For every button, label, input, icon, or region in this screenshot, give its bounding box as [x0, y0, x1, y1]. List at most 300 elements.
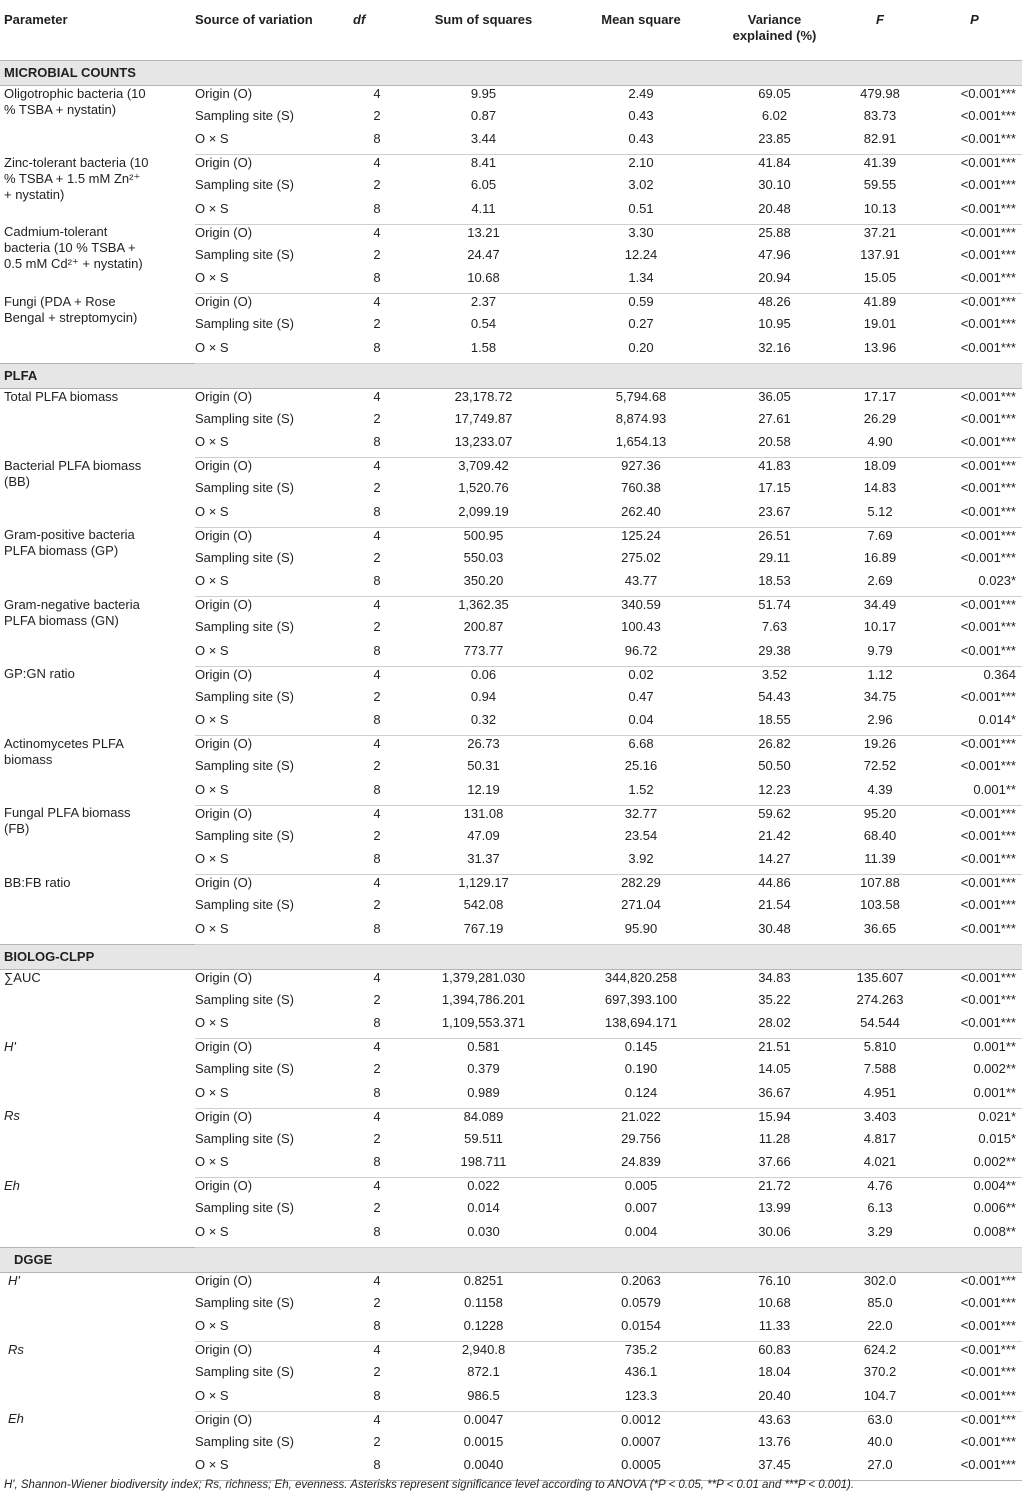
source-cell: O × S — [195, 643, 353, 667]
df-cell: 8 — [353, 921, 401, 945]
df-cell: 2 — [373, 827, 381, 843]
mean-square-cell: 23.54 — [624, 827, 658, 843]
source-cell: Sampling site (S) — [195, 1433, 294, 1449]
parameter-cell — [0, 1411, 195, 1481]
df-cell: 4 — [373, 527, 381, 543]
parameter-cell — [0, 1342, 195, 1412]
variance-cell: 15.94 — [758, 1108, 791, 1124]
variance-cell: 76.10 — [758, 1272, 791, 1288]
mean-square-cell: 21.022 — [621, 1108, 661, 1124]
mean-square-cell: 436.1 — [624, 1364, 658, 1379]
mean-square-cell: 0.0579 — [621, 1294, 661, 1310]
p-cell: <0.001*** — [960, 224, 1016, 240]
source-cell: O × S — [195, 1224, 353, 1248]
section-title: DGGE — [14, 1252, 53, 1267]
sum-squares-cell: 0.06 — [470, 666, 497, 682]
sum-squares-cell: 1,362.35 — [458, 597, 509, 612]
sum-squares-cell: 2,099.19 — [401, 504, 566, 528]
sum-squares-cell: 1,379,281.030 — [441, 969, 526, 985]
mean-square-cell: 29.756 — [621, 1130, 661, 1146]
source-cell: Origin (O) — [195, 155, 253, 170]
table-row — [0, 1039, 1022, 1062]
df-cell: 8 — [353, 270, 401, 294]
table-row — [0, 224, 1022, 247]
parameter-line: Bengal + streptomycin) — [4, 309, 138, 325]
parameter-cell — [0, 1108, 195, 1178]
source-cell: Sampling site (S) — [195, 758, 294, 773]
section-header — [0, 944, 1022, 969]
p-cell: 0.002** — [973, 1061, 1016, 1076]
p-cell: <0.001*** — [960, 316, 1016, 331]
variance-cell: 18.53 — [716, 573, 833, 597]
variance-cell: 47.96 — [758, 246, 791, 262]
f-cell: 135.607 — [856, 969, 904, 985]
variance-cell: 20.48 — [716, 201, 833, 225]
f-cell: 41.39 — [863, 155, 897, 170]
parameter-line: Gram-positive bacteria — [4, 527, 135, 542]
variance-cell: 21.51 — [758, 1039, 791, 1054]
f-cell: 59.55 — [863, 177, 897, 192]
source-cell: O × S — [195, 201, 353, 225]
source-cell: Origin (O) — [195, 805, 253, 821]
sum-squares-cell: 31.37 — [401, 851, 566, 875]
df-cell: 8 — [353, 643, 401, 667]
source-cell: O × S — [195, 434, 353, 458]
p-cell: <0.001*** — [927, 1457, 1022, 1481]
mean-square-cell: 100.43 — [621, 619, 661, 634]
source-cell: Sampling site (S) — [195, 107, 294, 123]
sum-squares-cell: 0.1158 — [464, 1294, 503, 1310]
variance-cell: 69.05 — [758, 85, 791, 101]
mean-square-cell: 0.007 — [624, 1200, 658, 1215]
f-cell: 34.75 — [863, 688, 897, 704]
p-cell: <0.001*** — [960, 1342, 1016, 1357]
mean-square-cell: 0.43 — [566, 131, 716, 155]
table-row — [0, 969, 1022, 992]
mean-square-cell: 0.59 — [628, 294, 654, 309]
sum-squares-cell: 0.87 — [470, 107, 497, 123]
mean-square-cell: 25.16 — [624, 758, 658, 773]
variance-cell: 26.82 — [758, 736, 791, 751]
variance-cell: 28.02 — [716, 1015, 833, 1039]
variance-cell: 54.43 — [758, 688, 791, 704]
p-cell: 0.004** — [973, 1178, 1016, 1193]
f-cell: 95.20 — [863, 805, 897, 821]
sum-squares-cell: 59.511 — [464, 1130, 503, 1146]
parameter-line: ∑AUC — [4, 969, 41, 985]
header-f: F — [833, 0, 927, 60]
mean-square-cell: 927.36 — [621, 458, 661, 473]
variance-cell: 36.67 — [716, 1085, 833, 1109]
source-cell: Origin (O) — [195, 1411, 253, 1427]
table-row — [0, 527, 1022, 550]
df-cell: 4 — [373, 805, 381, 821]
f-cell: 2.96 — [833, 712, 927, 736]
mean-square-cell: 262.40 — [566, 504, 716, 528]
variance-cell: 37.66 — [716, 1154, 833, 1178]
mean-square-cell: 3.02 — [628, 177, 654, 192]
df-cell: 4 — [373, 294, 381, 309]
f-cell: 72.52 — [863, 758, 897, 773]
variance-cell: 7.63 — [761, 619, 788, 634]
variance-cell: 14.27 — [716, 851, 833, 875]
mean-square-cell: 0.005 — [624, 1178, 658, 1193]
df-cell: 8 — [353, 504, 401, 528]
mean-square-cell: 275.02 — [621, 549, 661, 565]
p-cell: 0.008** — [927, 1224, 1022, 1248]
mean-square-cell: 0.27 — [628, 316, 654, 331]
table-row — [0, 388, 1022, 411]
mean-square-cell: 125.24 — [621, 527, 661, 543]
variance-cell: 51.74 — [758, 597, 791, 612]
parameter-line: (BB) — [4, 473, 30, 489]
parameter-line: Gram-negative bacteria — [4, 596, 140, 612]
sum-squares-cell: 3,709.42 — [458, 458, 509, 473]
source-cell: O × S — [195, 340, 353, 364]
df-cell: 4 — [373, 85, 381, 101]
sum-squares-cell: 131.08 — [463, 805, 504, 821]
p-cell: <0.001*** — [960, 85, 1016, 101]
source-cell: Origin (O) — [195, 527, 253, 543]
variance-cell: 60.83 — [758, 1342, 791, 1357]
sum-squares-cell: 0.1228 — [401, 1318, 566, 1342]
p-cell: <0.001*** — [960, 736, 1016, 751]
df-cell: 2 — [373, 1061, 381, 1076]
table-row — [0, 597, 1022, 620]
sum-squares-cell: 200.87 — [463, 619, 504, 634]
sum-squares-cell: 0.0015 — [463, 1433, 504, 1449]
df-cell: 2 — [373, 177, 381, 192]
table-row — [0, 1108, 1022, 1131]
variance-cell: 25.88 — [758, 224, 791, 240]
sum-squares-cell: 0.022 — [467, 1178, 500, 1193]
variance-cell: 30.10 — [758, 177, 791, 192]
mean-square-cell: 344,820.258 — [604, 969, 678, 985]
variance-cell: 44.86 — [758, 875, 791, 890]
sum-squares-cell: 0.014 — [467, 1200, 500, 1215]
p-cell: <0.001*** — [960, 458, 1016, 473]
variance-cell: 41.84 — [758, 155, 791, 170]
parameter-cell — [0, 155, 195, 225]
mean-square-cell: 0.43 — [628, 107, 654, 123]
parameter-cell — [0, 969, 195, 1039]
f-cell: 41.89 — [863, 294, 897, 309]
mean-square-cell: 123.3 — [566, 1388, 716, 1412]
df-cell: 2 — [373, 991, 381, 1007]
f-cell: 13.96 — [833, 340, 927, 364]
mean-square-cell: 0.04 — [566, 712, 716, 736]
df-cell: 4 — [373, 458, 381, 473]
variance-cell: 6.02 — [761, 107, 788, 123]
p-cell: <0.001*** — [960, 155, 1016, 170]
sum-squares-cell: 24.47 — [467, 246, 500, 262]
p-cell: <0.001*** — [960, 1294, 1016, 1310]
source-cell: Sampling site (S) — [195, 1364, 294, 1379]
variance-cell: 30.48 — [716, 921, 833, 945]
sum-squares-cell: 500.95 — [463, 527, 504, 543]
p-cell: <0.001*** — [927, 201, 1022, 225]
p-cell: <0.001*** — [927, 434, 1022, 458]
p-cell: <0.001*** — [927, 270, 1022, 294]
source-cell: Origin (O) — [195, 875, 253, 890]
table-row — [0, 666, 1022, 689]
sum-squares-cell: 8.41 — [470, 155, 497, 170]
p-cell: <0.001*** — [927, 921, 1022, 945]
df-cell: 4 — [373, 1411, 381, 1427]
df-cell: 8 — [353, 1015, 401, 1039]
sum-squares-cell: 767.19 — [401, 921, 566, 945]
variance-cell: 10.95 — [758, 316, 791, 331]
source-cell: O × S — [195, 782, 353, 806]
parameter-line: Rs — [8, 1341, 24, 1357]
f-cell: 14.83 — [863, 480, 897, 495]
variance-cell: 23.85 — [716, 131, 833, 155]
mean-square-cell: 697,393.100 — [604, 991, 678, 1007]
header-sum-squares: Sum of squares — [401, 0, 566, 60]
parameter-line: Eh — [8, 1411, 24, 1426]
f-cell: 16.89 — [863, 549, 897, 565]
sum-squares-cell: 17,749.87 — [454, 410, 513, 426]
mean-square-cell: 0.0005 — [566, 1457, 716, 1481]
variance-cell: 23.67 — [716, 504, 833, 528]
df-cell: 8 — [353, 782, 401, 806]
f-cell: 19.26 — [863, 736, 897, 751]
source-cell: Origin (O) — [195, 294, 253, 309]
source-cell: O × S — [195, 1457, 353, 1481]
mean-square-cell: 32.77 — [624, 805, 658, 821]
p-cell: 0.006** — [973, 1200, 1016, 1215]
sum-squares-cell: 6.05 — [470, 177, 497, 192]
source-cell: Sampling site (S) — [195, 827, 294, 843]
sum-squares-cell: 1.58 — [401, 340, 566, 364]
source-cell: Origin (O) — [195, 736, 253, 751]
f-cell: 1.12 — [867, 666, 893, 682]
p-cell: <0.001*** — [960, 827, 1016, 843]
parameter-line: PLFA biomass (GP) — [4, 543, 119, 558]
df-cell: 4 — [373, 969, 381, 985]
table-row — [0, 458, 1022, 481]
p-cell: <0.001*** — [960, 246, 1016, 262]
variance-cell: 36.05 — [758, 388, 791, 404]
f-cell: 302.0 — [863, 1272, 897, 1288]
f-cell: 274.263 — [856, 991, 904, 1007]
source-cell: Sampling site (S) — [195, 897, 294, 912]
source-cell: Origin (O) — [195, 1108, 253, 1124]
p-cell: <0.001*** — [960, 294, 1016, 309]
variance-cell: 17.15 — [758, 480, 791, 495]
parameter-line: Fungi (PDA + Rose — [4, 293, 116, 309]
f-cell: 103.58 — [860, 897, 900, 912]
sum-squares-cell: 47.09 — [467, 827, 500, 843]
f-cell: 68.40 — [863, 827, 897, 843]
parameter-line: Cadmium-tolerant — [4, 224, 108, 239]
f-cell: 85.0 — [867, 1294, 893, 1310]
variance-cell: 41.83 — [758, 458, 791, 473]
f-cell: 5.12 — [833, 504, 927, 528]
df-cell: 2 — [373, 410, 381, 426]
variance-cell: 27.61 — [758, 410, 791, 426]
f-cell: 624.2 — [863, 1342, 897, 1357]
header-variance: Variance explained (%) — [716, 0, 833, 60]
mean-square-cell: 0.47 — [628, 688, 654, 704]
sum-squares-cell: 773.77 — [401, 643, 566, 667]
variance-cell: 21.54 — [758, 897, 791, 912]
p-cell: <0.001*** — [960, 619, 1016, 634]
f-cell: 7.588 — [863, 1061, 897, 1076]
df-cell: 4 — [373, 736, 381, 751]
sum-squares-cell: 1,129.17 — [458, 875, 509, 890]
variance-cell: 26.51 — [758, 527, 791, 543]
parameter-cell — [0, 805, 195, 875]
sum-squares-cell: 10.68 — [401, 270, 566, 294]
f-cell: 4.951 — [833, 1085, 927, 1109]
source-cell: O × S — [195, 573, 353, 597]
section-header — [0, 60, 1022, 85]
df-cell: 4 — [373, 155, 381, 170]
p-cell: 0.021* — [978, 1108, 1016, 1124]
p-cell: <0.001*** — [960, 805, 1016, 821]
sum-squares-cell: 0.0040 — [401, 1457, 566, 1481]
p-cell: <0.001*** — [927, 1388, 1022, 1412]
variance-cell: 29.11 — [758, 549, 791, 565]
source-cell: Origin (O) — [195, 458, 253, 473]
f-cell: 18.09 — [863, 458, 897, 473]
parameter-cell — [0, 1178, 195, 1248]
header-parameter: Parameter — [0, 0, 195, 60]
p-cell: <0.001*** — [927, 504, 1022, 528]
f-cell: 137.91 — [860, 246, 900, 262]
variance-cell: 29.38 — [716, 643, 833, 667]
variance-cell: 48.26 — [758, 294, 791, 309]
df-cell: 2 — [373, 1294, 381, 1310]
df-cell: 4 — [373, 666, 381, 682]
section-title: MICROBIAL COUNTS — [4, 65, 136, 80]
df-cell: 8 — [353, 434, 401, 458]
p-cell: <0.001*** — [927, 1015, 1022, 1039]
sum-squares-cell: 0.0047 — [463, 1411, 504, 1427]
parameter-line: H' — [8, 1272, 20, 1288]
sum-squares-cell: 550.03 — [463, 549, 504, 565]
source-cell: Origin (O) — [195, 969, 253, 985]
source-cell: O × S — [195, 712, 353, 736]
variance-cell: 43.63 — [758, 1411, 791, 1427]
df-cell: 8 — [353, 712, 401, 736]
df-cell: 4 — [373, 597, 381, 612]
p-cell: <0.001*** — [927, 851, 1022, 875]
parameter-cell — [0, 388, 195, 458]
variance-cell: 37.45 — [716, 1457, 833, 1481]
p-cell: 0.001** — [927, 782, 1022, 806]
f-cell: 6.13 — [867, 1200, 893, 1215]
mean-square-cell: 5,794.68 — [615, 388, 667, 404]
p-cell: <0.001*** — [960, 410, 1016, 426]
parameter-line: % TSBA + nystatin) — [4, 101, 117, 117]
source-cell: Sampling site (S) — [195, 1061, 294, 1076]
p-cell: <0.001*** — [960, 388, 1016, 404]
p-cell: <0.001*** — [960, 1433, 1016, 1449]
sum-squares-cell: 2.37 — [470, 294, 497, 309]
df-cell: 8 — [353, 1388, 401, 1412]
mean-square-cell: 138,694.171 — [566, 1015, 716, 1039]
sum-squares-cell: 50.31 — [467, 758, 500, 773]
mean-square-cell: 271.04 — [621, 897, 661, 912]
source-cell: Origin (O) — [195, 597, 253, 612]
p-cell: <0.001*** — [960, 1272, 1016, 1288]
variance-cell: 20.40 — [716, 1388, 833, 1412]
f-cell: 34.49 — [863, 597, 897, 612]
p-cell: <0.001*** — [927, 340, 1022, 364]
mean-square-cell: 3.92 — [566, 851, 716, 875]
f-cell: 479.98 — [860, 85, 900, 101]
source-cell: Origin (O) — [195, 666, 253, 682]
parameter-line: GP:GN ratio — [4, 666, 75, 681]
variance-cell: 11.28 — [758, 1130, 791, 1146]
p-cell: 0.002** — [927, 1154, 1022, 1178]
f-cell: 4.76 — [867, 1178, 893, 1193]
sum-squares-cell: 0.8251 — [463, 1272, 504, 1288]
mean-square-cell: 0.145 — [624, 1039, 658, 1054]
p-cell: <0.001*** — [927, 643, 1022, 667]
parameter-line: Total PLFA biomass — [4, 388, 119, 404]
sum-squares-cell: 3.44 — [401, 131, 566, 155]
p-cell: <0.001*** — [960, 480, 1016, 495]
mean-square-cell: 0.02 — [628, 666, 654, 682]
p-cell: 0.364 — [983, 666, 1016, 682]
p-cell: <0.001*** — [960, 177, 1016, 192]
f-cell: 4.021 — [833, 1154, 927, 1178]
mean-square-cell: 6.68 — [628, 736, 654, 751]
df-cell: 8 — [353, 1154, 401, 1178]
p-cell: <0.001*** — [960, 597, 1016, 612]
p-cell: <0.001*** — [960, 107, 1016, 123]
variance-cell: 50.50 — [758, 758, 791, 773]
sum-squares-cell: 2,940.8 — [461, 1342, 506, 1357]
variance-cell: 30.06 — [716, 1224, 833, 1248]
source-cell: O × S — [195, 1154, 353, 1178]
mean-square-cell: 0.0012 — [621, 1411, 661, 1427]
df-cell: 2 — [373, 688, 381, 704]
source-cell: Sampling site (S) — [195, 619, 294, 634]
source-cell: O × S — [195, 1318, 353, 1342]
df-cell: 8 — [353, 1085, 401, 1109]
source-cell: Sampling site (S) — [195, 688, 294, 704]
df-cell: 2 — [373, 758, 381, 773]
variance-cell: 59.62 — [758, 805, 791, 821]
parameter-line: BB:FB ratio — [4, 874, 71, 890]
variance-cell: 18.04 — [758, 1364, 791, 1379]
sum-squares-cell: 0.94 — [470, 688, 497, 704]
source-cell: Origin (O) — [195, 1342, 253, 1357]
df-cell: 2 — [373, 1200, 381, 1215]
f-cell: 82.91 — [833, 131, 927, 155]
variance-cell: 18.55 — [716, 712, 833, 736]
df-cell: 4 — [373, 1039, 381, 1054]
p-cell: <0.001*** — [960, 758, 1016, 773]
mean-square-cell: 1.52 — [566, 782, 716, 806]
parameter-line: % TSBA + 1.5 mM Zn²⁺ — [4, 170, 141, 186]
parameter-cell — [0, 527, 195, 597]
p-cell: 0.015* — [978, 1130, 1016, 1146]
sum-squares-cell: 1,109,553.371 — [401, 1015, 566, 1039]
parameter-line: Actinomycetes PLFA — [4, 735, 124, 751]
sum-squares-cell: 350.20 — [401, 573, 566, 597]
table-row — [0, 155, 1022, 178]
source-cell: Sampling site (S) — [195, 177, 294, 192]
source-cell: Sampling site (S) — [195, 1200, 294, 1215]
variance-cell: 13.76 — [758, 1433, 791, 1449]
variance-cell: 21.42 — [758, 827, 791, 843]
variance-cell: 13.99 — [758, 1200, 791, 1215]
